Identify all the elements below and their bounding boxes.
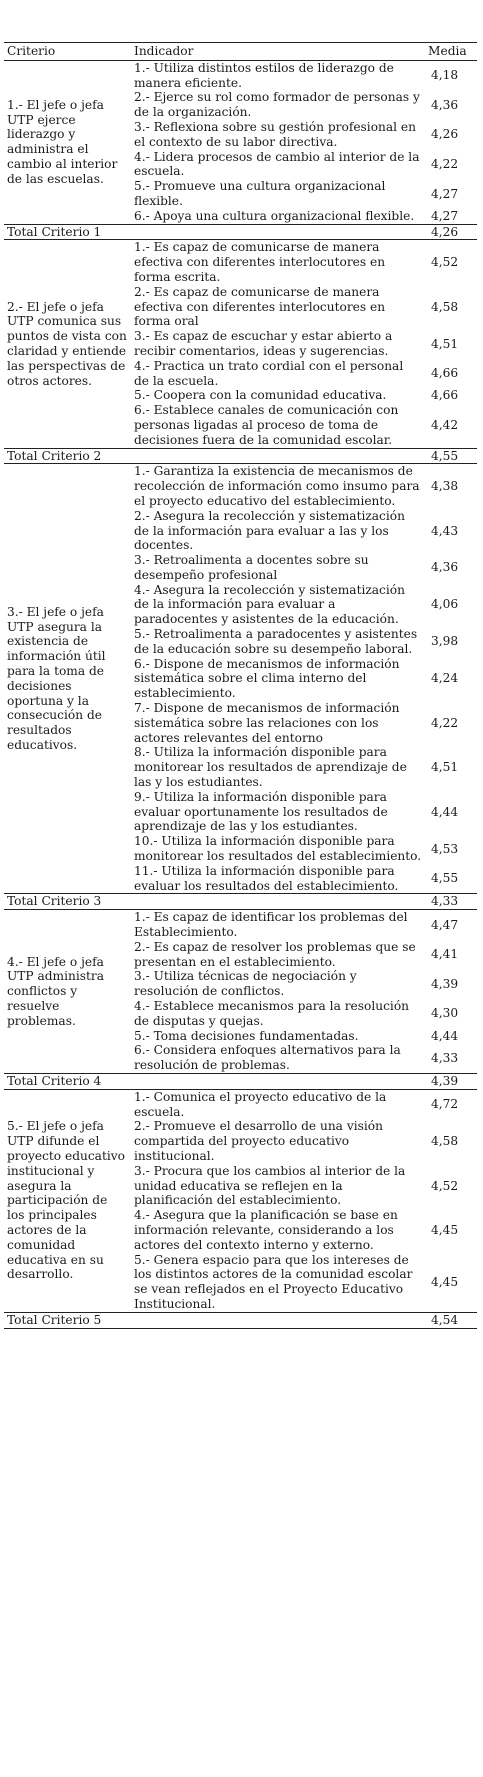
indicator-media: 4,36 [431, 97, 459, 112]
indicator-media: 4,27 [431, 208, 459, 223]
total-label: Total Criterio 3 [4, 894, 425, 910]
indicator-media: 4,47 [431, 917, 459, 932]
total-value: 4,55 [425, 448, 477, 464]
indicator-text: 6.- Establece canales de comunicación con personas ligadas al proceso de toma de decisiones fuera de la comunidad escolar. [134, 403, 399, 447]
indicator-text: 4.- Asegura la recolección y sistematización de la información para evaluar a paradocentes y asistentes de la educación. [134, 582, 405, 627]
indicator-text: 5.- Toma decisiones fundamentadas. [134, 1028, 359, 1043]
header-media: Media [425, 43, 477, 61]
indicator-row [4, 60, 477, 90]
indicator-text: 5.- Genera espacio para que los intereses de los distintos actores de la comunidad escolar se vean reflejados en el Proyecto Educativo Institucional. [134, 1252, 413, 1311]
indicator-media: 4,66 [431, 388, 459, 403]
indicator-text: 4.- Lidera procesos de cambio al interior de la escuela. [134, 149, 420, 179]
indicator-text: 3.- Reflexiona sobre su gestión profesional en el contexto de su labor directiva. [134, 119, 416, 149]
indicator-media: 4,22 [431, 156, 459, 171]
indicator-text: 11.- Utiliza la información disponible para evaluar los resultados del establecimiento. [134, 863, 399, 893]
indicator-media: 4,30 [431, 1006, 459, 1021]
indicator-row [4, 1089, 477, 1119]
criterion-label: 2.- El jefe o jefa UTP comunica sus puntos de vista con claridad y entiende las perspectivas de otros actores. [7, 299, 127, 388]
indicator-media: 4,42 [431, 417, 459, 432]
indicator-media: 4,52 [431, 1178, 459, 1193]
indicator-text: 1.- Es capaz de identificar los problemas del Establecimiento. [134, 910, 408, 940]
indicator-text: 3.- Procura que los cambios al interior de la unidad educativa se reflejen en la planificación del establecimiento. [134, 1163, 406, 1208]
indicator-media: 4,58 [431, 1134, 459, 1149]
indicator-media: 4,72 [431, 1097, 459, 1112]
indicator-text: 5.- Retroalimenta a paradocentes y asistentes de la educación sobre su desempeño laboral. [134, 627, 418, 656]
total-row [4, 1073, 477, 1089]
indicator-text: 3.- Utiliza técnicas de negociación y resolución de conflictos. [134, 969, 357, 999]
indicator-media: 4,51 [431, 336, 459, 351]
total-row [4, 894, 477, 910]
indicator-media: 4,24 [431, 671, 459, 686]
indicator-media: 4,45 [431, 1222, 459, 1237]
indicator-text: 1.- Comunica el proyecto educativo de la escuela. [134, 1089, 387, 1119]
indicator-text: 2.- Ejerce su rol como formador de personas y de la organización. [134, 90, 420, 120]
indicator-media: 4,18 [431, 68, 459, 83]
total-row [4, 1312, 477, 1328]
indicator-text: 3.- Retroalimenta a docentes sobre su desempeño profesional [134, 553, 369, 582]
indicator-media: 4,22 [431, 715, 459, 730]
indicator-media: 4,36 [431, 560, 459, 575]
indicator-text: 4.- Asegura que la planificación se base en información relevante, considerando a los actores del contexto interno y externo. [134, 1208, 398, 1252]
criteria-table [4, 42, 477, 1329]
header-row [4, 43, 477, 61]
indicator-text: 2.- Asegura la recolección y sistematización de la información para evaluar a las y los docentes. [134, 508, 405, 553]
indicator-text: 8.- Utiliza la información disponible para monitorear los resultados de aprendizaje de las y los estudiantes. [134, 745, 407, 790]
indicator-text: 10.- Utiliza la información disponible para monitorear los resultados del establecimiento. [134, 834, 422, 864]
indicator-media: 4,26 [431, 127, 459, 142]
indicator-media: 4,38 [431, 479, 459, 494]
indicator-text: 2.- Promueve el desarrollo de una visión compartida del proyecto educativo institucional. [134, 1119, 383, 1163]
indicator-media: 4,27 [431, 186, 459, 201]
total-value: 4,54 [425, 1312, 477, 1328]
indicator-media: 4,43 [431, 523, 459, 538]
indicator-text: 9.- Utiliza la información disponible para evaluar oportunamente los resultados de aprendizaje de las y los estudiantes. [134, 789, 388, 834]
indicator-text: 2.- Es capaz de comunicarse de manera efectiva con diferentes interlocutores en forma oral [134, 284, 386, 329]
indicator-media: 4,39 [431, 976, 459, 991]
indicator-row [4, 240, 477, 285]
indicator-media: 4,52 [431, 255, 459, 270]
total-label: Total Criterio 2 [4, 448, 425, 464]
criterion-label: 1.- El jefe o jefa UTP ejerce liderazgo y administra el cambio al interior de las escuelas. [7, 97, 118, 186]
total-value: 4,33 [425, 894, 477, 910]
indicator-text: 6.- Dispone de mecanismos de información sistemática sobre el clima interno del establecimiento. [134, 656, 400, 701]
indicator-text: 6.- Apoya una cultura organizacional flexible. [134, 208, 415, 223]
indicator-media: 4,51 [431, 760, 459, 775]
indicator-text: 4.- Establece mecanismos para la resolución de disputas y quejas. [134, 999, 410, 1028]
total-row [4, 448, 477, 464]
criterion-label: 3.- El jefe o jefa UTP asegura la existencia de información útil para la toma de decisiones oportuna y la consecución de resultados educativos. [7, 604, 106, 753]
indicator-media: 4,53 [431, 841, 459, 856]
indicator-media: 3,98 [431, 634, 459, 649]
indicator-row [4, 910, 477, 940]
indicator-media: 4,41 [431, 947, 459, 962]
indicator-media: 4,33 [431, 1050, 459, 1065]
total-label: Total Criterio 4 [4, 1073, 425, 1089]
indicator-media: 4,44 [431, 1028, 459, 1043]
indicator-text: 5.- Promueve una cultura organizacional flexible. [134, 179, 386, 208]
criterion-label: 4.- El jefe o jefa UTP administra conflictos y resuelve problemas. [7, 954, 104, 1028]
criterion-label: 5.- El jefe o jefa UTP difunde el proyecto educativo institucional y asegura la participación de los principales actores de la comunidad educativa en su desarrollo. [7, 1119, 125, 1282]
total-row [4, 224, 477, 240]
total-label: Total Criterio 5 [4, 1312, 425, 1328]
indicator-media: 4,55 [431, 871, 459, 886]
indicator-media: 4,44 [431, 804, 459, 819]
total-label: Total Criterio 1 [4, 224, 425, 240]
indicator-text: 1.- Garantiza la existencia de mecanismos de recolección de información como insumo para el proyecto educativo del establecimiento. [134, 464, 420, 508]
total-value: 4,39 [425, 1073, 477, 1089]
indicator-text: 2.- Es capaz de resolver los problemas que se presentan en el establecimiento. [134, 939, 416, 969]
indicator-text: 5.- Coopera con la comunidad educativa. [134, 388, 387, 403]
indicator-text: 6.- Considera enfoques alternativos para la resolución de problemas. [134, 1043, 401, 1073]
indicator-text: 7.- Dispone de mecanismos de información sistemática sobre las relaciones con los actores relevantes del entorno [134, 701, 400, 745]
indicator-text: 4.- Practica un trato cordial con el personal de la escuela. [134, 358, 404, 388]
header-criterio: Criterio [4, 43, 131, 61]
indicator-media: 4,45 [431, 1274, 459, 1289]
indicator-text: 1.- Es capaz de comunicarse de manera efectiva con diferentes interlocutores en forma escrita. [134, 240, 386, 284]
indicator-text: 3.- Es capaz de escuchar y estar abierto a recibir comentarios, ideas y sugerencias. [134, 329, 393, 358]
indicator-media: 4,58 [431, 299, 459, 314]
indicator-text: 1.- Utiliza distintos estilos de liderazgo de manera eficiente. [134, 60, 394, 90]
indicator-media: 4,66 [431, 366, 459, 381]
indicator-media: 4,06 [431, 597, 459, 612]
total-value: 4,26 [425, 224, 477, 240]
header-indicador: Indicador [131, 43, 425, 61]
indicator-row [4, 464, 477, 509]
